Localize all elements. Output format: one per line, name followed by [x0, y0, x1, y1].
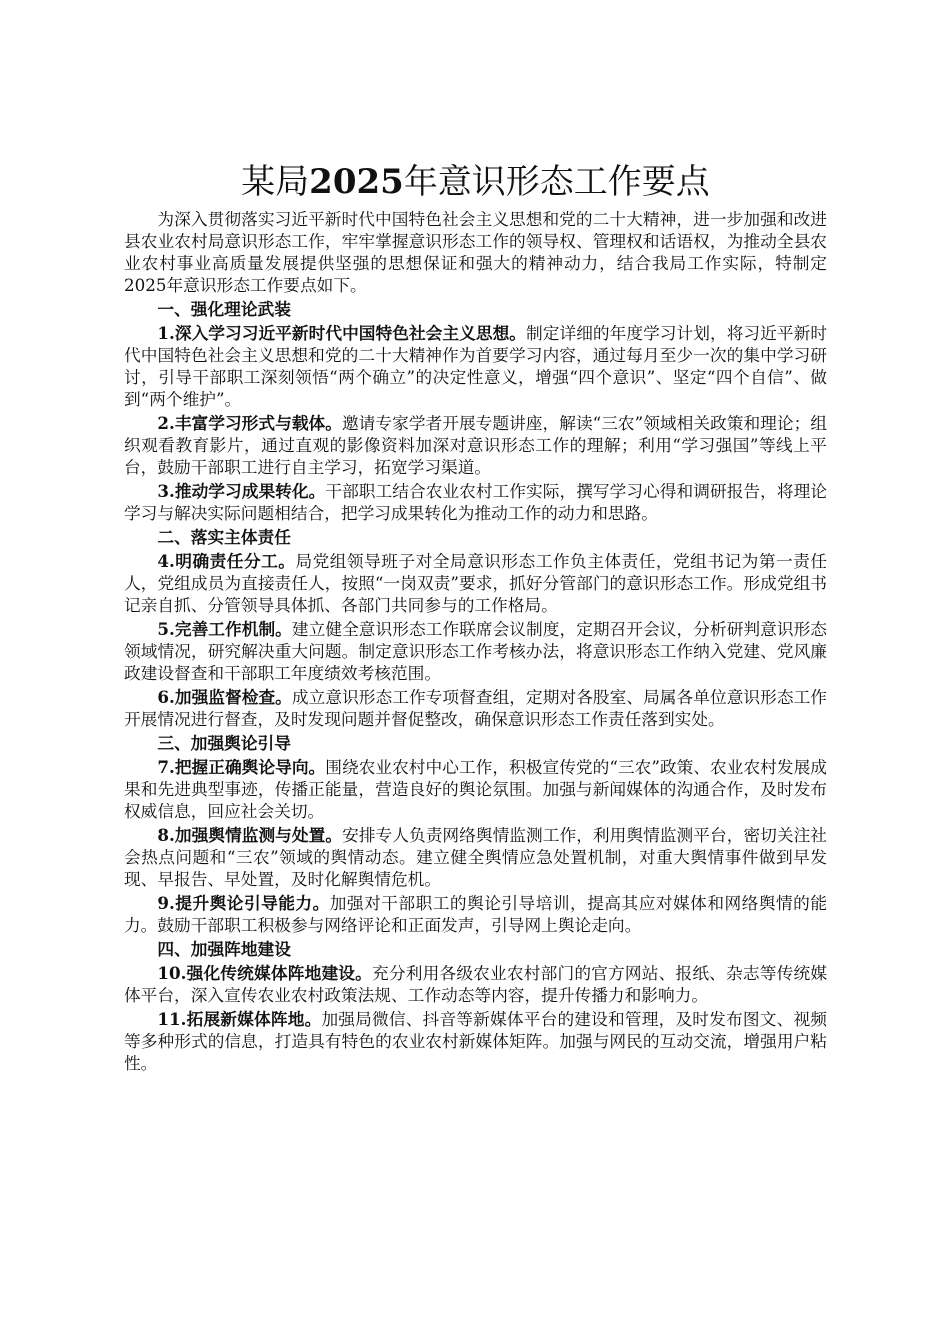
section-heading: 三、加强舆论引导 [157, 733, 291, 753]
title-prefix: 某局 [241, 162, 310, 202]
item-text: 干部职工结合农业农村工作实际，撰写学习心得和调研报告，将理论学习与解决实际问题相结合，把学习成果转化为推动工作的动力和思路。 [124, 481, 828, 523]
section-heading: 四、加强阵地建设 [157, 939, 291, 959]
item-text: 围绕农业农村中心工作，积极宣传党的“三农”政策、农业农村发展成果和先进典型事迹，传播正能量，营造良好的舆论氛围。加强与新闻媒体的沟通合作，及时发布权威信息，回应社会关切。 [124, 757, 827, 821]
item-paragraph [124, 480, 827, 524]
item-lead: 6.加强监督检查。 [157, 687, 292, 707]
section-heading: 一、强化理论武装 [157, 299, 291, 319]
item-text: 安排专人负责网络舆情监测工作，利用舆情监测平台，密切关注社会热点问题和“三农”领域的舆情动态。建立健全舆情应急处置机制，对重大舆情事件做到早发现、早报告、早处置，及时化解舆情危机。 [124, 825, 827, 889]
section-heading: 二、落实主体责任 [157, 527, 291, 547]
document-title [124, 160, 827, 204]
item-text: 加强局微信、抖音等新媒体平台的建设和管理，及时发布图文、视频等多种形式的信息，打造具有特色的农业农村新媒体矩阵。加强与网民的互动交流，增强用户粘性。 [124, 1009, 827, 1073]
item-paragraph [124, 1008, 827, 1074]
item-text: 局党组领导班子对全局意识形态工作负主体责任，党组书记为第一责任人，党组成员为直接责任人，按照“一岗双责”要求，抓好分管部门的意识形态工作。形成党组书记亲自抓、分管领导具体抓、各部门共同参与的工作格局。 [124, 551, 828, 615]
item-lead: 10.强化传统媒体阵地建设。 [157, 963, 373, 983]
item-text: 制定详细的年度学习计划，将习近平新时代中国特色社会主义思想和党的二十大精神作为首要学习内容，通过每月至少一次的集中学习研讨，引导干部职工深刻领悟“两个确立”的决定性意义，增强“四个意识”、坚定“四个自信”、做到“两个维护”。 [124, 323, 828, 409]
item-lead: 4.明确责任分工。 [157, 551, 296, 571]
item-lead: 7.把握正确舆论导向。 [157, 757, 326, 777]
item-lead: 5.完善工作机制。 [157, 619, 292, 639]
item-text: 建立健全意识形态工作联席会议制度，定期召开会议，分析研判意识形态领域情况，研究解决重大问题。制定意识形态工作考核办法，将意识形态工作纳入党建、党风廉政建设督查和干部职工年度绩效考核范围。 [124, 619, 827, 683]
item-text: 加强对干部职工的舆论引导培训，提高其应对媒体和网络舆情的能力。鼓励干部职工积极参与网络评论和正面发声，引导网上舆论走向。 [124, 893, 828, 935]
item-lead: 3.推动学习成果转化。 [157, 481, 326, 501]
item-paragraph [124, 686, 827, 730]
item-lead: 9.提升舆论引导能力。 [157, 893, 330, 913]
item-text: 充分利用各级农业农村部门的官方网站、报纸、杂志等传统媒体平台，深入宣传农业农村政策法规、工作动态等内容，提升传播力和影响力。 [124, 963, 828, 1005]
item-paragraph [124, 892, 827, 936]
item-text: 成立意识形态工作专项督查组，定期对各股室、局属各单位意识形态工作开展情况进行督查，及时发现问题并督促整改，确保意识形态工作责任落到实处。 [124, 687, 827, 729]
item-paragraph [124, 322, 827, 410]
item-text: 邀请专家学者开展专题讲座，解读“三农”领域相关政策和理论；组织观看教育影片，通过直观的影像资料加深对意识形态工作的理解；利用“学习强国”等线上平台，鼓励干部职工进行自主学习，拓宽学习渠道。 [124, 413, 828, 477]
item-lead: 8.加强舆情监测与处置。 [157, 825, 343, 845]
item-paragraph [124, 550, 827, 616]
title-year: 2025 [309, 162, 404, 202]
item-paragraph [124, 756, 827, 822]
item-paragraph [124, 412, 827, 478]
item-paragraph [124, 618, 827, 684]
intro-paragraph: 为深入贯彻落实习近平新时代中国特色社会主义思想和党的二十大精神，进一步加强和改进县农业农村局意识形态工作，牢牢掌握意识形态工作的领导权、管理权和话语权，为推动全县农业农村事业高质量发展提供坚强的思想保证和强大的精神动力，结合我局工作实际，特制定2025年意识形态工作要点如下。 [124, 209, 827, 295]
item-paragraph [124, 824, 827, 890]
item-lead: 11.拓展新媒体阵地。 [157, 1009, 322, 1029]
item-paragraph [124, 962, 827, 1006]
title-suffix: 年意识形态工作要点 [403, 162, 710, 202]
document-page [124, 160, 827, 1076]
item-lead: 2.丰富学习形式与载体。 [157, 413, 342, 433]
item-lead: 1.深入学习习近平新时代中国特色社会主义思想。 [157, 323, 527, 343]
